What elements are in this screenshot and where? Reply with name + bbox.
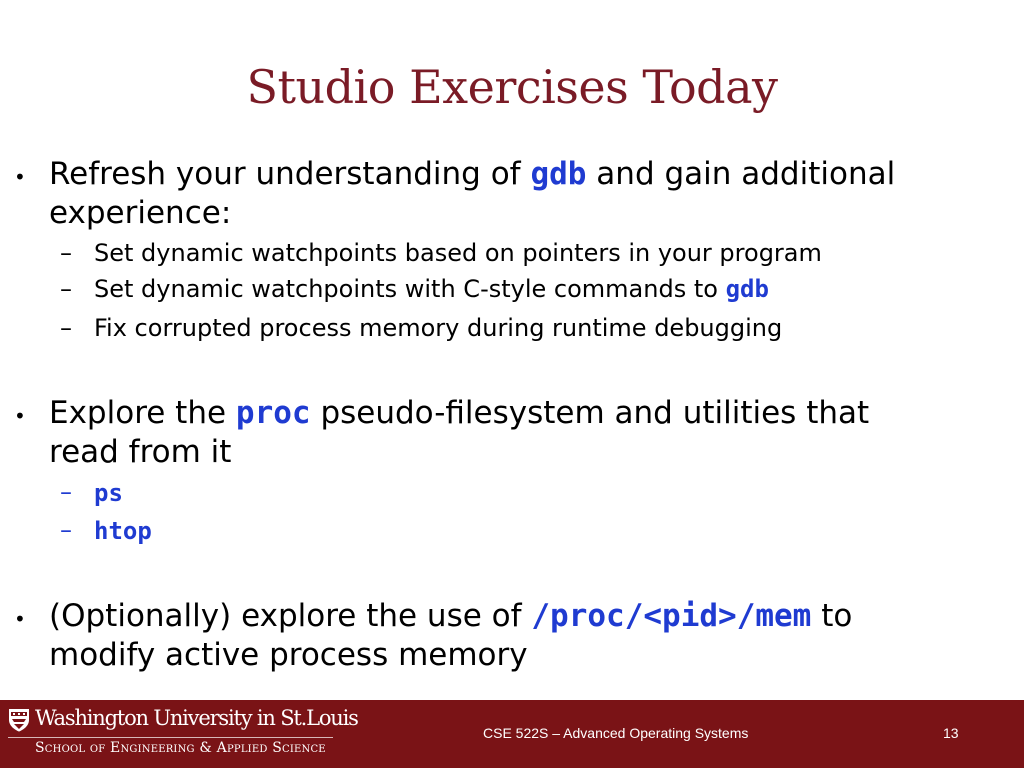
footer-course-name: CSE 522S – Advanced Operating Systems bbox=[483, 725, 749, 741]
bullet-3-line-1 bbox=[49, 598, 853, 634]
bullet-icon: • bbox=[14, 165, 26, 189]
bullet-3-line-2: modify active process memory bbox=[49, 637, 528, 673]
bullet-3-text-end: to bbox=[821, 598, 853, 634]
bullet-1-line-1 bbox=[49, 156, 896, 192]
dash-icon: – bbox=[60, 314, 72, 342]
bullet-1-sub-2-text: Set dynamic watchpoints with C-style commands to bbox=[94, 275, 718, 303]
bullet-2-code: proc bbox=[235, 395, 311, 431]
bullet-1-code: gdb bbox=[530, 156, 587, 192]
bullet-1-sub-2-code: gdb bbox=[725, 275, 769, 303]
bullet-3-text: (Optionally) explore the use of bbox=[49, 598, 522, 634]
university-logo bbox=[8, 706, 358, 760]
dash-icon: – bbox=[60, 275, 72, 303]
bullet-2-text-end: pseudo-filesystem and utilities that bbox=[320, 395, 870, 431]
bullet-1-sub-1: Set dynamic watchpoints based on pointers in your program bbox=[94, 239, 822, 267]
slide-number: 13 bbox=[943, 725, 959, 741]
bullet-2-line-1 bbox=[49, 395, 870, 431]
bullet-2-text: Explore the bbox=[49, 395, 227, 431]
bullet-1-sub-2 bbox=[94, 277, 769, 301]
shield-icon bbox=[8, 708, 30, 732]
bullet-1-text: Refresh your understanding of bbox=[49, 156, 521, 192]
logo-university-name: Washington University in St.Louis bbox=[35, 706, 358, 730]
bullet-3-code: /proc/<pid>/mem bbox=[531, 598, 812, 634]
dash-icon: – bbox=[60, 516, 72, 544]
bullet-1-text-end: and gain additional bbox=[596, 156, 896, 192]
bullet-1-sub-3: Fix corrupted process memory during runtime debugging bbox=[94, 314, 783, 342]
bullet-1-line-2: experience: bbox=[49, 195, 232, 231]
logo-divider bbox=[8, 737, 333, 738]
bullet-icon: • bbox=[14, 607, 26, 631]
bullet-2-sub-1: ps bbox=[94, 479, 123, 507]
bullet-icon: • bbox=[14, 404, 26, 428]
footer-bar bbox=[0, 700, 1024, 768]
dash-icon: – bbox=[60, 478, 72, 506]
bullet-2-sub-2: htop bbox=[94, 517, 152, 545]
dash-icon: – bbox=[60, 239, 72, 267]
logo-school-name: School of Engineering & Applied Science bbox=[35, 740, 326, 756]
bullet-2-line-2: read from it bbox=[49, 434, 232, 470]
slide-title: Studio Exercises Today bbox=[246, 60, 778, 114]
